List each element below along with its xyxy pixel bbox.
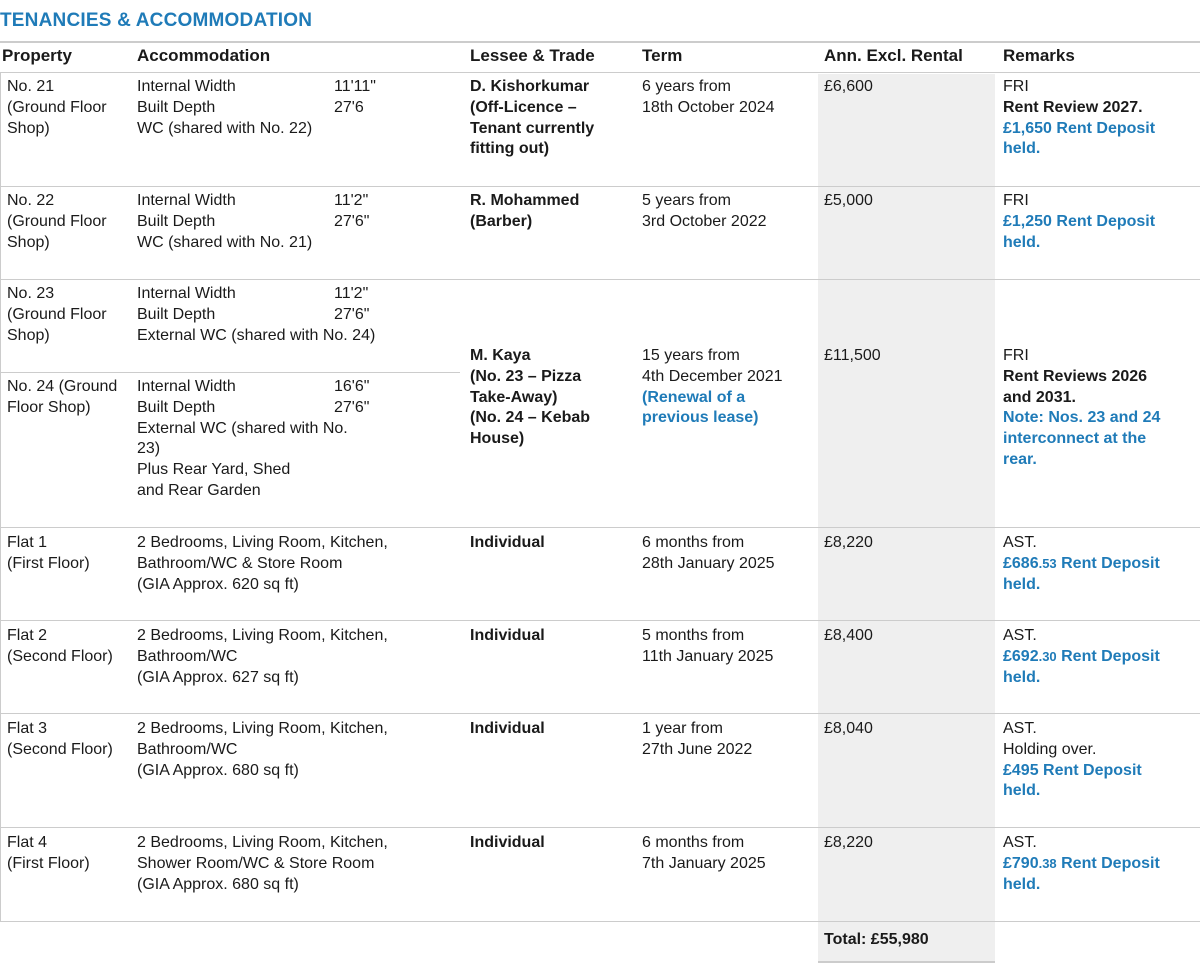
cell-rental: £8,220 xyxy=(824,534,873,551)
page-title: TENANCIES & ACCOMMODATION xyxy=(0,10,313,31)
cell-accommodation: 2 Bedrooms, Living Room, Kitchen, Bathroom/WC (GIA Approx. 627 sq ft) xyxy=(137,627,388,686)
header-property: Property xyxy=(2,46,72,65)
total-rule xyxy=(818,961,995,963)
cell-property: No. 24 (Ground Floor Shop) xyxy=(7,378,118,416)
cell-remarks: FRI £1,250 Rent Deposit held. xyxy=(1003,192,1156,251)
cell-lessee: D. Kishorkumar (Off-Licence – Tenant currently fitting out) xyxy=(470,78,595,158)
cell-term: 5 months from 11th January 2025 xyxy=(642,627,774,665)
table-left-rule xyxy=(0,73,1,921)
cell-property: No. 22 (Ground Floor Shop) xyxy=(7,192,107,251)
cell-property: Flat 4 (First Floor) xyxy=(7,834,90,872)
cell-property: No. 21 (Ground Floor Shop) xyxy=(7,78,107,137)
cell-remarks: AST. £686.53 Rent Deposit held. xyxy=(1003,534,1160,593)
header-lessee: Lessee & Trade xyxy=(470,46,595,65)
cell-accommodation: Internal Width Built Depth WC (shared with No. 22) xyxy=(137,78,313,137)
cell-accommodation: Internal Width Built Depth External WC (shared with No. 23) Plus Rear Yard, Shed and Rear Garden xyxy=(137,378,348,499)
header-accommodation: Accommodation xyxy=(137,46,271,65)
cell-term: 5 years from 3rd October 2022 xyxy=(642,192,767,230)
cell-rental: £8,040 xyxy=(824,720,873,737)
cell-term: 1 year from 27th June 2022 xyxy=(642,720,753,758)
cell-term: 6 months from 7th January 2025 xyxy=(642,834,766,872)
row-rule xyxy=(0,186,1200,187)
table-top-rule xyxy=(0,41,1200,43)
header-rental: Ann. Excl. Rental xyxy=(824,46,963,65)
cell-property: Flat 2 (Second Floor) xyxy=(7,627,113,665)
cell-remarks: FRI Rent Review 2027. £1,650 Rent Deposit held. xyxy=(1003,78,1156,158)
sub-row-rule xyxy=(0,372,460,373)
row-rule xyxy=(0,527,1200,528)
cell-accommodation: 2 Bedrooms, Living Room, Kitchen, Bathroom/WC & Store Room (GIA Approx. 620 sq ft) xyxy=(137,534,388,593)
total-rental: Total: £55,980 xyxy=(824,931,929,948)
cell-dimensions: 11'2" 27'6" xyxy=(334,192,370,230)
cell-term: 15 years from 4th December 2021 (Renewal of a previous lease) xyxy=(642,347,783,427)
cell-remarks: FRI Rent Reviews 2026 and 2031. Note: Nos. 23 and 24 interconnect at the rear. xyxy=(1003,347,1161,468)
cell-dimensions: 11'11" 27'6 xyxy=(334,78,376,116)
cell-term: 6 months from 28th January 2025 xyxy=(642,534,775,572)
cell-lessee: Individual xyxy=(470,534,545,551)
cell-accommodation: Internal Width Built Depth External WC (shared with No. 24) xyxy=(137,285,376,344)
header-term: Term xyxy=(642,46,683,65)
header-remarks: Remarks xyxy=(1003,46,1075,65)
cell-lessee: Individual xyxy=(470,627,545,644)
cell-remarks: AST. £692.30 Rent Deposit held. xyxy=(1003,627,1160,686)
cell-accommodation: 2 Bedrooms, Living Room, Kitchen, Shower Room/WC & Store Room (GIA Approx. 680 sq ft) xyxy=(137,834,388,893)
cell-rental: £6,600 xyxy=(824,78,873,95)
cell-dimensions: 16'6" 27'6" xyxy=(334,378,370,416)
cell-property: Flat 3 (Second Floor) xyxy=(7,720,113,758)
cell-lessee: M. Kaya (No. 23 – Pizza Take-Away) (No. 24 – Kebab House) xyxy=(470,347,591,448)
cell-rental: £8,220 xyxy=(824,834,873,851)
cell-property: No. 23 (Ground Floor Shop) xyxy=(7,285,107,344)
row-rule xyxy=(0,620,1200,621)
cell-rental: £8,400 xyxy=(824,627,873,644)
cell-term: 6 years from 18th October 2024 xyxy=(642,78,775,116)
row-rule xyxy=(0,279,1200,280)
row-rule xyxy=(0,713,1200,714)
cell-lessee: Individual xyxy=(470,834,545,851)
cell-accommodation: Internal Width Built Depth WC (shared with No. 21) xyxy=(137,192,313,251)
cell-rental: £5,000 xyxy=(824,192,873,209)
row-rule xyxy=(0,827,1200,828)
cell-remarks: AST. Holding over. £495 Rent Deposit held. xyxy=(1003,720,1142,800)
row-rule xyxy=(0,921,1200,922)
header-rule xyxy=(0,72,1200,73)
cell-lessee: R. Mohammed (Barber) xyxy=(470,192,580,230)
cell-property: Flat 1 (First Floor) xyxy=(7,534,90,572)
cell-rental: £11,500 xyxy=(824,347,881,364)
cell-lessee: Individual xyxy=(470,720,545,737)
cell-accommodation: 2 Bedrooms, Living Room, Kitchen, Bathroom/WC (GIA Approx. 680 sq ft) xyxy=(137,720,388,779)
cell-dimensions: 11'2" 27'6" xyxy=(334,285,370,323)
cell-remarks: AST. £790.38 Rent Deposit held. xyxy=(1003,834,1160,893)
